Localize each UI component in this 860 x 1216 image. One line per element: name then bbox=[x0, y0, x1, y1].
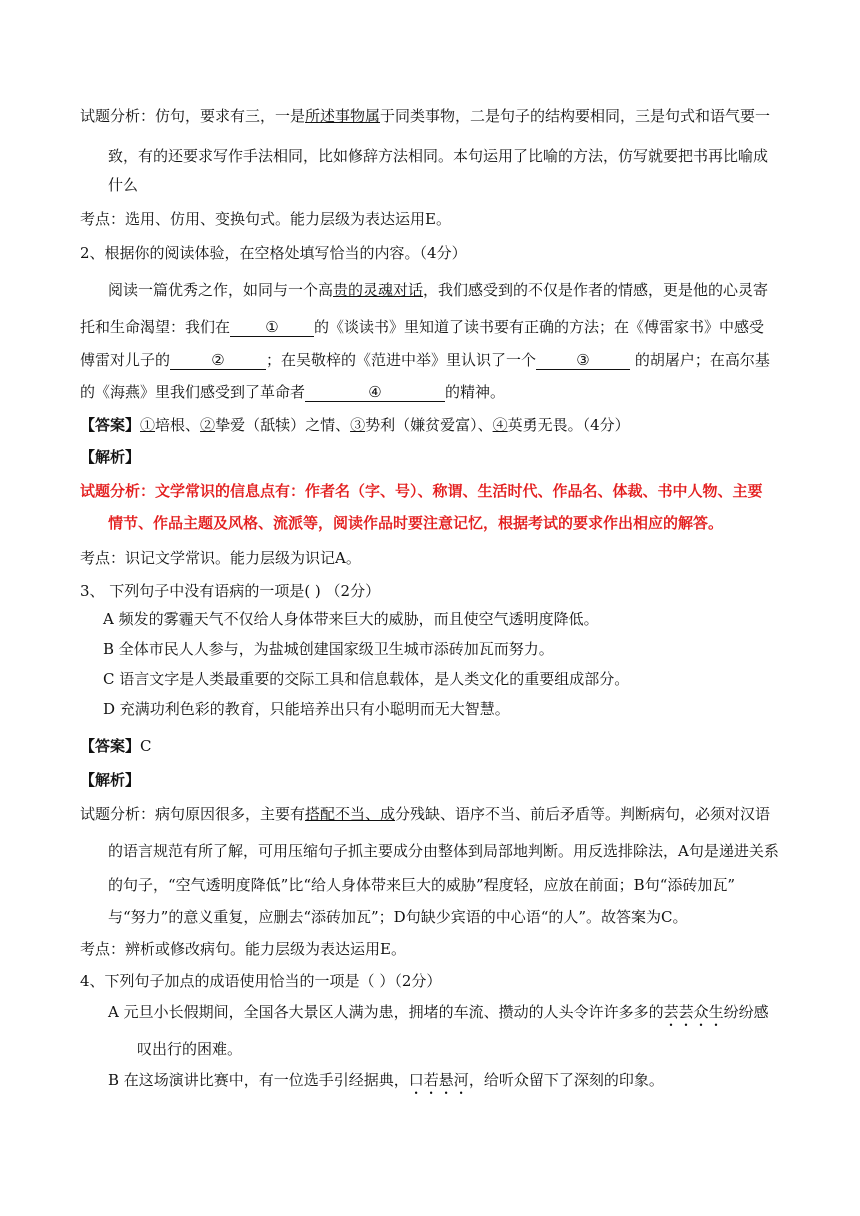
q2-passage-line-4: 的《海燕》里我们感受到了革命者 ④ 的精神。 bbox=[80, 383, 506, 401]
q2-passage-line-2: 托和生命渴望：我们在 ① 的《谈读书》里知道了读书要有正确的方法；在《傅雷家书》中感受 bbox=[80, 318, 765, 336]
q2-title: 2、根据你的阅读体验，在空格处填写恰当的内容。（4分） bbox=[80, 244, 467, 262]
q3-analysis-line-4: 与“努力”的意义重复，应删去“添砖加瓦”；D句缺少宾语的中心语“的人”。故答案为C。 bbox=[108, 908, 688, 926]
q1-analysis-line-2: 致，有的还要求写作手法相同，比如修辞方法相同。本句运用了比喻的方法，仿写就要把书再比喻成 bbox=[108, 147, 769, 165]
q2-passage-line-3: 傅雷对儿子的 ② ；在吴敬梓的《范进中举》里认识了一个 ③ 的胡屠户；在高尔基 bbox=[80, 351, 770, 369]
q3-jiexi-label: 【解析】 bbox=[80, 771, 141, 789]
q4-option-b: B 在这场演讲比赛中，有一位选手引经据典，口若悬河，给听众留下了深刻的印象。 bbox=[108, 1071, 664, 1089]
q4-option-a-line-1: A 元旦小长假期间，全国各大景区人满为患，拥堵的车流、攒动的人头令许许多多的芸芸众生纷纷感 bbox=[108, 1003, 769, 1021]
q4-title: 4、下列句子加点的成语使用恰当的一项是（ ）（2分） bbox=[80, 972, 442, 990]
fill-blank-3[interactable]: ③ bbox=[536, 351, 630, 370]
q2-jiexi-label: 【解析】 bbox=[80, 448, 141, 466]
q1-analysis-line-1: 试题分析：仿句，要求有三，一是所述事物属于同类事物，二是句子的结构要相同，三是句式和语气要一 bbox=[80, 107, 771, 125]
q1-kaodian: 考点：选用、仿用、变换句式。能力层级为表达运用E。 bbox=[80, 210, 451, 228]
q1-analysis-line-3: 什么 bbox=[108, 176, 139, 194]
q4-option-a-line-2: 叹出行的困难。 bbox=[137, 1040, 243, 1058]
fill-blank-4[interactable]: ④ bbox=[305, 383, 445, 402]
q2-answer: 【答案】①培根、②挚爱（舐犊）之情、③势利（嫌贫爱富）、④英勇无畏。（4分） bbox=[80, 416, 630, 434]
q3-title: 3、 下列句子中没有语病的一项是( ) （2分） bbox=[80, 582, 381, 600]
q3-kaodian: 考点：辨析或修改病句。能力层级为表达运用E。 bbox=[80, 940, 406, 958]
q2-analysis-line-1: 试题分析：文学常识的信息点有：作者名（字、号）、称谓、生活时代、作品名、体裁、书中人物、主要 bbox=[80, 482, 763, 500]
q3-option-b: B 全体市民人人参与，为盐城创建国家级卫生城市添砖加瓦而努力。 bbox=[103, 640, 554, 658]
q2-analysis-line-2: 情节、作品主题及风格、流派等，阅读作品时要注意记忆，根据考试的要求作出相应的解答。 bbox=[108, 514, 724, 532]
q3-analysis-line-2: 的语言规范有所了解，可用压缩句子抓主要成分由整体到局部地判断。用反选排除法，A句是递进关系 bbox=[108, 842, 779, 860]
q2-passage-line-1: 阅读一篇优秀之作，如同与一个高贵的灵魂对话，我们感受到的不仅是作者的情感，更是他的心灵寄 bbox=[108, 281, 769, 299]
q3-analysis-line-3: 的句子，“空气透明度降低”比“给人身体带来巨大的威胁”程度轻，应放在前面；B句“添砖加瓦” bbox=[108, 876, 736, 894]
fill-blank-2[interactable]: ② bbox=[170, 351, 266, 370]
q3-option-a: A 频发的雾霾天气不仅给人身体带来巨大的威胁，而且使空气透明度降低。 bbox=[103, 610, 599, 628]
fill-blank-1[interactable]: ① bbox=[230, 318, 314, 337]
q3-option-d: D 充满功利色彩的教育，只能培养出只有小聪明而无大智慧。 bbox=[103, 700, 510, 718]
q3-answer: 【答案】C bbox=[80, 737, 152, 755]
q3-analysis-line-1: 试题分析：病句原因很多，主要有搭配不当、成分残缺、语序不当、前后矛盾等。判断病句，必须对汉语 bbox=[80, 805, 771, 823]
q2-kaodian: 考点：识记文学常识。能力层级为识记A。 bbox=[80, 549, 361, 567]
q3-option-c: C 语言文字是人类最重要的交际工具和信息载体，是人类文化的重要组成部分。 bbox=[103, 670, 630, 688]
